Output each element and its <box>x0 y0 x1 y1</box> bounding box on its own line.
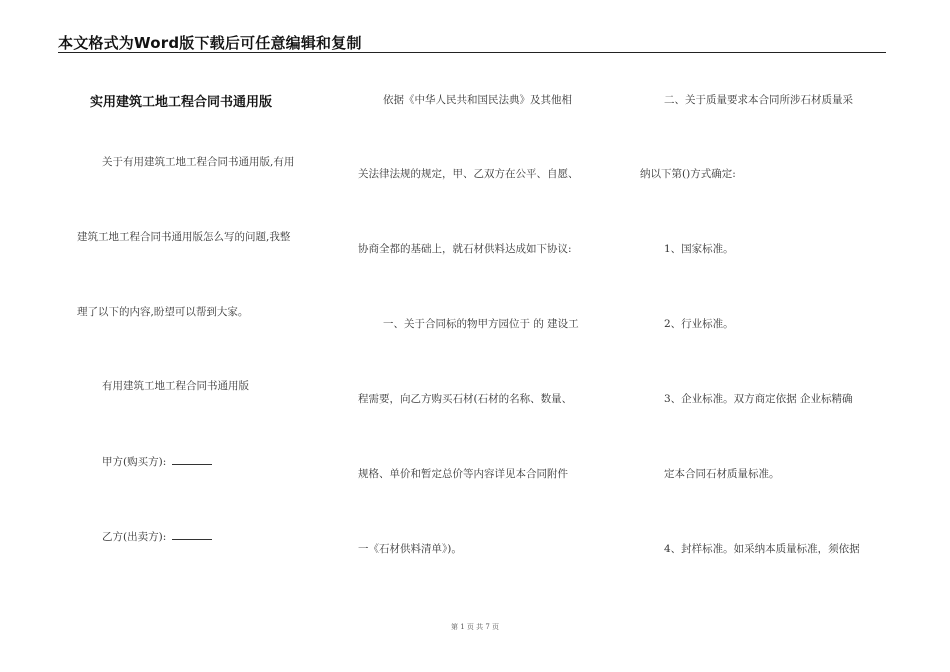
col2-line-2: 关法律法规的规定，甲、乙双方在公平、自愿、 <box>358 168 579 180</box>
col1-line-4: 有用建筑工地工程合同书通用版 <box>102 380 249 392</box>
col2-line-3: 协商全都的基础上，就石材供料达成如下协议: <box>358 243 572 255</box>
col3-line-1: 二、关于质量要求本合同所涉石材质量采 <box>664 94 853 106</box>
col3-line-5: 3、企业标准。双方商定依据 企业标精确 <box>664 393 853 405</box>
col2-line-5: 程需要，向乙方购买石材(石材的名称、数量、 <box>358 393 573 405</box>
document-header-title: 本文格式为Word版下载后可任意编辑和复制 <box>58 34 362 52</box>
col1-line-2: 建筑工地工程合同书通用版怎么写的问题,我整 <box>77 231 291 243</box>
col1-line-1: 关于有用建筑工地工程合同书通用版,有用 <box>102 156 295 168</box>
col2-line-1: 依据《中华人民共和国民法典》及其他相 <box>383 94 572 106</box>
party-b-blank <box>172 529 212 540</box>
party-b-label <box>102 529 212 544</box>
page-number: 第 1 页 共 7 页 <box>450 623 500 631</box>
col1-line-3: 理了以下的内容,盼望可以帮到大家。 <box>77 306 249 318</box>
party-a-label <box>102 454 212 469</box>
party-a-blank <box>172 454 212 465</box>
col2-line-6: 规格、单价和暂定总价等内容详见本合同附件 <box>358 468 568 480</box>
document-title: 实用建筑工地工程合同书通用版 <box>90 95 273 110</box>
header-divider <box>58 52 886 53</box>
col3-line-3: 1、国家标准。 <box>664 243 734 255</box>
col3-line-4: 2、行业标准。 <box>664 318 734 330</box>
party-b-text: 乙方(出卖方): <box>102 531 170 543</box>
col3-line-7: 4、封样标准。如采纳本质量标准，须依据 <box>664 543 860 555</box>
col2-line-7: 一《石材供料清单》)。 <box>358 543 462 555</box>
col2-line-4: 一、关于合同标的物甲方园位于 的 建设工 <box>383 318 579 330</box>
col3-line-6: 定本合同石材质量标准。 <box>664 468 780 480</box>
col3-line-2: 纳以下第()方式确定: <box>640 168 736 180</box>
party-a-text: 甲方(购买方): <box>102 456 170 468</box>
